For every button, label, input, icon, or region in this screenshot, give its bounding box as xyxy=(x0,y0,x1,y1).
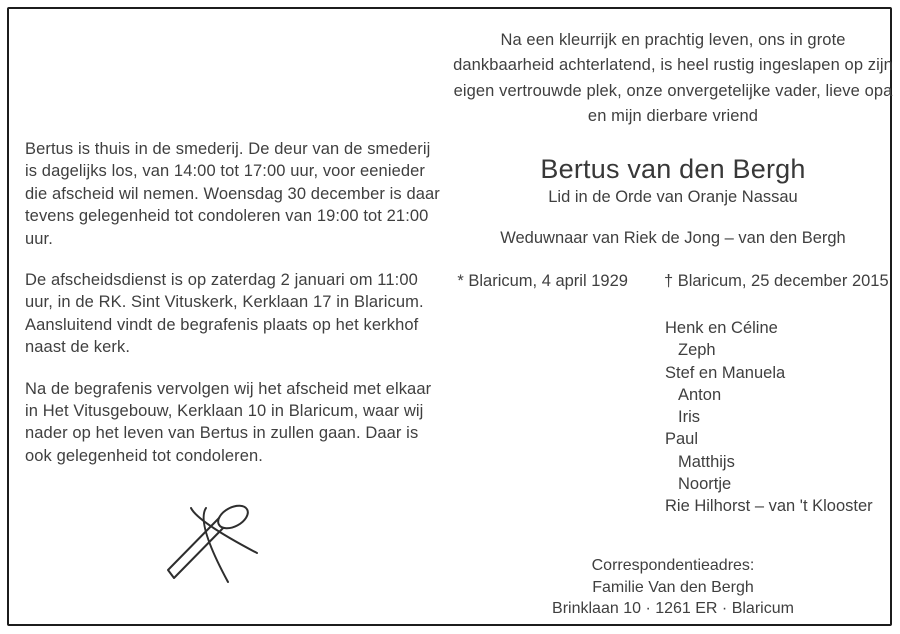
left-column xyxy=(25,138,441,486)
family-member: Henk en Céline xyxy=(665,319,778,337)
death-date: † Blaricum, 25 december 2015 xyxy=(663,272,889,290)
life-dates xyxy=(453,270,893,292)
correspondence-name: Familie Van den Bergh xyxy=(592,578,754,596)
visitation-paragraph: Bertus is thuis in de smederij. De deur van de smederij is dagelijks los, van 14:00 tot 17:00 uur, voor eenieder die afscheid wil nemen. Woensdag 30 december is daar tevens gelegenheid tot condoleren van 19:00 tot 21:00 uur. xyxy=(25,140,440,248)
family-member: Rie Hilhorst – van 't Klooster xyxy=(665,497,873,516)
family-list xyxy=(665,317,873,518)
service-paragraph: De afscheidsdienst is op zaterdag 2 januari om 11:00 uur, in de RK. Sint Vituskerk, Kerklaan 17 in Blaricum. Aansluitend vindt de begrafenis plaats op het kerkhof naast de kerk. xyxy=(25,271,424,357)
hammer-and-tongs-icon xyxy=(158,496,268,591)
deceased-name: Bertus van den Bergh xyxy=(540,154,806,184)
right-column xyxy=(453,0,893,634)
correspondence-block xyxy=(453,555,893,620)
family-member: Zeph xyxy=(678,341,716,360)
family-member: Matthijs xyxy=(678,452,735,471)
family-member: Noortje xyxy=(678,475,732,494)
correspondence-address: Brinklaan 10 · 1261 ER · Blaricum xyxy=(552,600,794,618)
birth-date: * Blaricum, 4 april 1929 xyxy=(457,272,628,290)
correspondence-heading: Correspondentieadres: xyxy=(591,557,755,574)
widower-line: Weduwnaar van Riek de Jong – van den Bergh xyxy=(500,229,846,247)
family-member: Iris xyxy=(678,408,700,427)
family-member: Paul xyxy=(665,430,699,449)
family-member: Stef en Manuela xyxy=(665,363,786,382)
reception-paragraph: Na de begrafenis vervolgen wij het afscheid met elkaar in Het Vitusgebouw, Kerklaan 10 in Blaricum, waar wij nader op het leven van Bertus in zullen gaan. Daar is ook gelegenheid tot condoleren. xyxy=(25,379,432,465)
opening-text: Na een kleurrijk en prachtig leven, ons in grote dankbaarheid achterlatend, is heel rustig ingeslapen op zijn eigen vertrouwde plek, onze onvergetelijke vader, lieve opa en mijn dierbare vriend xyxy=(453,31,893,125)
honorific-line: Lid in de Orde van Oranje Nassau xyxy=(548,188,798,206)
family-member: Anton xyxy=(678,385,722,404)
